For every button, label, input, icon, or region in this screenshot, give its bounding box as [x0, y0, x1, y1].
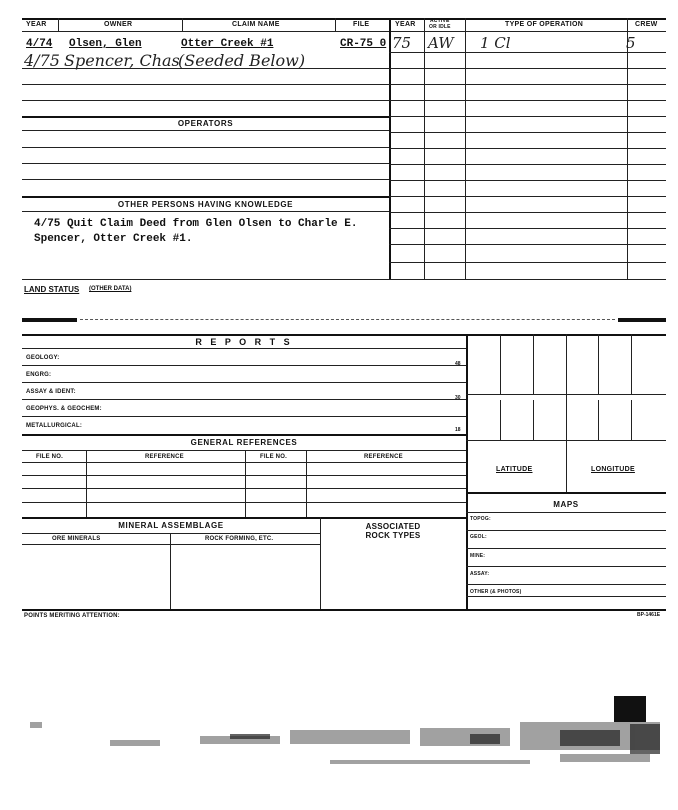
header-or-idle: OR IDLE: [429, 24, 451, 30]
reports-metallurgical: METALLURGICAL:: [26, 423, 83, 429]
reports-geology: GEOLOGY:: [26, 355, 60, 361]
row1-year: 4/74: [26, 38, 53, 50]
reports-num-48: 48: [455, 361, 461, 367]
rock-forming-label: ROCK FORMING, ETC.: [205, 536, 274, 542]
row1-claim-name: Otter Creek #1: [181, 38, 274, 50]
header-claim-name: CLAIM NAME: [232, 21, 280, 28]
gr-header-file-no-2: FILE NO.: [260, 454, 287, 460]
row2-claim-name: (Seeded Below): [178, 51, 306, 70]
latitude-label: LATITUDE: [496, 466, 533, 473]
reports-title: R E P O R T S: [195, 337, 293, 347]
header-op-year: YEAR: [395, 21, 416, 28]
reports-num-30: 30: [455, 395, 461, 401]
header-year: YEAR: [26, 21, 47, 28]
scan-mark-left: [22, 318, 77, 322]
associated-rock-types-line2: ROCK TYPES: [365, 531, 421, 540]
associated-rock-types-line1: ASSOCIATED: [365, 522, 421, 531]
maps-title: MAPS: [553, 500, 579, 509]
row1-owner: Olsen, Glen: [69, 38, 142, 50]
ore-minerals-label: ORE MINERALS: [52, 536, 101, 542]
reports-num-18: 18: [455, 427, 461, 433]
row1-crew: 5: [626, 34, 636, 52]
header-owner: OWNER: [104, 21, 133, 28]
mineral-assemblage-title: MINERAL ASSEMBLAGE: [118, 521, 224, 530]
maps-topog: TOPOG:: [470, 516, 491, 522]
row2-year: 4/75: [24, 51, 60, 70]
row1-type-of-operation: 1 Cl: [480, 34, 511, 52]
maps-other: OTHER (& PHOTOS): [470, 589, 522, 595]
general-references-title: GENERAL REFERENCES: [190, 438, 298, 447]
land-status-label: LAND STATUS: [24, 285, 80, 294]
other-persons-note-line2: Spencer, Otter Creek #1.: [34, 233, 193, 245]
row2-owner: Spencer, Chas: [64, 51, 180, 70]
maps-geol: GEOL:: [470, 534, 487, 540]
reports-geophys: GEOPHYS. & GEOCHEM:: [26, 406, 102, 412]
gr-header-file-no-1: FILE NO.: [36, 454, 63, 460]
points-meriting-label: POINTS MERITING ATTENTION:: [24, 613, 120, 619]
form-code: BP-1461E: [637, 612, 661, 618]
other-persons-note-line1: 4/75 Quit Claim Deed from Glen Olsen to Charle E.: [34, 218, 358, 230]
gr-header-reference-2: REFERENCE: [364, 454, 403, 460]
longitude-label: LONGITUDE: [591, 466, 635, 473]
header-active: ACTIVE: [430, 18, 450, 24]
scan-mark-right: [618, 318, 666, 322]
land-status-sub: (OTHER DATA): [89, 286, 132, 292]
header-crew: CREW: [635, 21, 658, 28]
other-persons-title: OTHER PERSONS HAVING KNOWLEDGE: [117, 200, 294, 209]
operators-title: OPERATORS: [177, 119, 234, 128]
reports-engrg: ENGRG:: [26, 372, 52, 378]
header-file: FILE: [353, 21, 370, 28]
row1-file: CR-75 0: [340, 38, 387, 50]
reports-assay: ASSAY & IDENT:: [26, 389, 76, 395]
header-type-of-operation: TYPE OF OPERATION: [505, 21, 584, 28]
maps-assay: ASSAY:: [470, 571, 490, 577]
row1-active-idle: AW: [428, 34, 454, 52]
maps-mine: MINE:: [470, 553, 486, 559]
gr-header-reference-1: REFERENCE: [145, 454, 184, 460]
row1-op-year: 75: [392, 34, 412, 52]
